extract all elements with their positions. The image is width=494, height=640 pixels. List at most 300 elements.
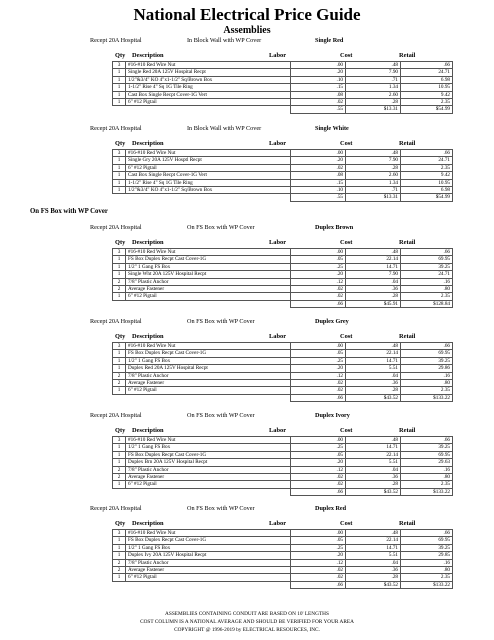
blank-cell	[113, 106, 126, 113]
assembly-type: Recept 20A Hospital	[90, 412, 142, 419]
retail-cell: 29.86	[401, 365, 453, 372]
blank-cell	[113, 194, 126, 201]
table-row	[113, 150, 453, 157]
qty-cell: 1	[113, 76, 126, 83]
retail-cell: 2.35	[401, 98, 453, 105]
column-header-retail: Retail	[399, 140, 416, 147]
labor-cell: .00	[291, 62, 346, 69]
column-header-retail: Retail	[399, 520, 416, 527]
table-row	[113, 278, 453, 285]
qty-cell: 1	[113, 537, 126, 544]
qty-cell: 1	[113, 444, 126, 451]
labor-cell: .00	[291, 249, 346, 256]
retail-cell: .80	[401, 379, 453, 386]
retail-cell: .16	[401, 559, 453, 566]
description-cell: 7/8" Plastic Anchor	[126, 466, 291, 473]
table-row	[113, 256, 453, 263]
labor-cell: .00	[291, 343, 346, 350]
qty-cell: 3	[113, 530, 126, 537]
description-cell: Average Fastener	[126, 473, 291, 480]
cost-cell: .36	[346, 285, 401, 292]
qty-cell: 1	[113, 172, 126, 179]
assembly-mounting: On FS Box with WP Cover	[187, 505, 255, 512]
labor-cell: .12	[291, 466, 346, 473]
cost-cell: 5.51	[346, 459, 401, 466]
column-header-qty: Qty	[115, 140, 126, 147]
description-cell: Average Fastener	[126, 285, 291, 292]
description-cell: 1/2" 1 Gang FS Box	[126, 263, 291, 270]
table-row	[113, 69, 453, 76]
total-row	[113, 300, 453, 307]
qty-cell: 2	[113, 566, 126, 573]
column-header-retail: Retail	[399, 333, 416, 340]
assembly-mounting: In Block Wall with WP Cover	[187, 125, 262, 132]
blank-cell	[126, 300, 291, 307]
total-labor: .55	[291, 106, 346, 113]
qty-cell: 2	[113, 372, 126, 379]
table-row	[113, 164, 453, 171]
assembly-header	[90, 37, 470, 45]
labor-cell: .05	[291, 256, 346, 263]
retail-cell: .80	[401, 566, 453, 573]
column-header-qty: Qty	[115, 427, 126, 434]
table-row	[113, 459, 453, 466]
column-header-cost: Cost	[340, 333, 353, 340]
blank-cell	[126, 394, 291, 401]
cost-cell: .48	[346, 530, 401, 537]
qty-cell: 1	[113, 91, 126, 98]
cost-cell: .71	[346, 76, 401, 83]
assembly-header	[90, 224, 470, 232]
retail-cell: 6.98	[401, 186, 453, 193]
column-header-labor: Labor	[269, 427, 287, 434]
qty-cell: 3	[113, 62, 126, 69]
description-cell: 1-1/2" Rise 4" Sq 1G Tile Ring	[126, 179, 291, 186]
column-header-cost: Cost	[340, 427, 353, 434]
qty-cell: 1	[113, 574, 126, 581]
footer-line-1: ASSEMBLIES CONTAINING CONDUIT ARE BASED ON 10' LENGTHS	[165, 611, 329, 617]
table-row	[113, 62, 453, 69]
description-cell: FS Box Duplex Recpt Cast Cover-1G	[126, 451, 291, 458]
retail-cell: 69.95	[401, 537, 453, 544]
assembly-variant: Single Red	[315, 37, 344, 44]
cost-cell: .28	[346, 387, 401, 394]
qty-cell: 3	[113, 437, 126, 444]
labor-cell: .20	[291, 552, 346, 559]
description-cell: #16-#10 Red Wire Nut	[126, 150, 291, 157]
description-cell: FS Box Duplex Recpt Cast Cover-1G	[126, 537, 291, 544]
cost-cell: 14.71	[346, 544, 401, 551]
column-header-retail: Retail	[399, 52, 416, 59]
description-cell: Duplex Red 20A 125V Hospital Recpt	[126, 365, 291, 372]
retail-cell: .16	[401, 278, 453, 285]
cost-cell: .36	[346, 473, 401, 480]
cost-cell: 22.14	[346, 256, 401, 263]
cost-cell: 22.14	[346, 350, 401, 357]
table-row	[113, 76, 453, 83]
total-labor: .55	[291, 194, 346, 201]
qty-cell: 1	[113, 387, 126, 394]
footer-line-2: COST COLUMN IS A NATIONAL AVERAGE AND SHOULD BE VERIFIED FOR YOUR AREA	[140, 619, 354, 625]
qty-cell: 2	[113, 379, 126, 386]
table-row	[113, 387, 453, 394]
labor-cell: .08	[291, 91, 346, 98]
section-heading: On FS Box with WP Cover	[30, 208, 108, 215]
table-row	[113, 271, 453, 278]
labor-cell: .02	[291, 379, 346, 386]
retail-cell: 6.98	[401, 76, 453, 83]
retail-cell: .16	[401, 372, 453, 379]
labor-cell: .05	[291, 537, 346, 544]
column-header-description: Description	[132, 52, 164, 59]
description-cell: 7/8" Plastic Anchor	[126, 559, 291, 566]
retail-cell: 69.95	[401, 256, 453, 263]
description-cell: Single Red 20A 125V Hospital Recpt	[126, 69, 291, 76]
table-row	[113, 285, 453, 292]
assembly-header	[90, 318, 470, 326]
assembly-variant: Duplex Red	[315, 505, 347, 512]
column-header-description: Description	[132, 140, 164, 147]
cost-cell: 22.14	[346, 451, 401, 458]
table-row	[113, 172, 453, 179]
cost-cell: .71	[346, 186, 401, 193]
blank-cell	[126, 106, 291, 113]
assembly-mounting: In Block Wall with WP Cover	[187, 37, 262, 44]
assembly-type: Recept 20A Hospital	[90, 125, 142, 132]
cost-cell: .28	[346, 293, 401, 300]
labor-cell: .25	[291, 263, 346, 270]
labor-cell: .02	[291, 481, 346, 488]
qty-cell: 1	[113, 263, 126, 270]
description-cell: FS Box Duplex Recpt Cast Cover-1G	[126, 350, 291, 357]
qty-cell: 2	[113, 278, 126, 285]
total-row	[113, 394, 453, 401]
description-cell: #16-#10 Red Wire Nut	[126, 343, 291, 350]
qty-cell: 2	[113, 473, 126, 480]
total-retail: $128.84	[401, 300, 453, 307]
description-cell: 1/2" 1 Gang FS Box	[126, 544, 291, 551]
cost-cell: .28	[346, 98, 401, 105]
retail-cell: 24.71	[401, 271, 453, 278]
table-row	[113, 357, 453, 364]
retail-cell: .66	[401, 343, 453, 350]
description-cell: 7/8" Plastic Anchor	[126, 278, 291, 285]
table-row	[113, 566, 453, 573]
retail-cell: 9.42	[401, 172, 453, 179]
labor-cell: .15	[291, 179, 346, 186]
retail-cell: .80	[401, 285, 453, 292]
description-cell: Cast Box Single Recpt Cover-1G Vert	[126, 172, 291, 179]
labor-cell: .12	[291, 278, 346, 285]
labor-cell: .20	[291, 157, 346, 164]
labor-cell: .20	[291, 459, 346, 466]
column-header-qty: Qty	[115, 520, 126, 527]
total-labor: .66	[291, 581, 346, 588]
cost-cell: 22.14	[346, 537, 401, 544]
cost-cell: 5.51	[346, 552, 401, 559]
table-row	[113, 179, 453, 186]
cost-cell: 1.34	[346, 179, 401, 186]
qty-cell: 1	[113, 365, 126, 372]
labor-cell: .25	[291, 444, 346, 451]
assembly-type: Recept 20A Hospital	[90, 224, 142, 231]
qty-cell: 1	[113, 459, 126, 466]
cost-cell: .48	[346, 150, 401, 157]
column-header-retail: Retail	[399, 427, 416, 434]
footer-line-3: COPYRIGHT @ 1996-2019 by ELECTRICAL RESOURCES, INC.	[174, 627, 320, 633]
table-row	[113, 574, 453, 581]
qty-cell: 1	[113, 271, 126, 278]
total-cost: $45.91	[346, 300, 401, 307]
labor-cell: .02	[291, 164, 346, 171]
labor-cell: .12	[291, 559, 346, 566]
table-row	[113, 365, 453, 372]
retail-cell: .80	[401, 473, 453, 480]
table-row	[113, 157, 453, 164]
blank-cell	[113, 394, 126, 401]
table-row	[113, 372, 453, 379]
qty-cell: 1	[113, 481, 126, 488]
column-headers	[112, 52, 452, 60]
retail-cell: 2.35	[401, 481, 453, 488]
qty-cell: 1	[113, 186, 126, 193]
table-row	[113, 293, 453, 300]
retail-cell: 2.35	[401, 164, 453, 171]
items-table	[112, 61, 453, 114]
blank-cell	[126, 194, 291, 201]
total-cost: $13.31	[346, 194, 401, 201]
column-header-qty: Qty	[115, 52, 126, 59]
description-cell: Single Gry 20A 125V Hosptl Recpt	[126, 157, 291, 164]
total-retail: $133.22	[401, 581, 453, 588]
labor-cell: .00	[291, 530, 346, 537]
items-table	[112, 529, 453, 589]
qty-cell: 1	[113, 164, 126, 171]
table-row	[113, 444, 453, 451]
cost-cell: 2.60	[346, 172, 401, 179]
retail-cell: .66	[401, 437, 453, 444]
total-row	[113, 194, 453, 201]
table-row	[113, 98, 453, 105]
cost-cell: .36	[346, 379, 401, 386]
qty-cell: 3	[113, 343, 126, 350]
retail-cell: .66	[401, 150, 453, 157]
total-labor: .66	[291, 394, 346, 401]
items-table	[112, 149, 453, 202]
description-cell: Cast Box Single Recpt Cover-1G Vert	[126, 91, 291, 98]
cost-cell: .04	[346, 278, 401, 285]
qty-cell: 2	[113, 559, 126, 566]
cost-cell: .28	[346, 481, 401, 488]
description-cell: Duplex Ivy 20A 125V Hospital Recpt	[126, 552, 291, 559]
column-header-cost: Cost	[340, 520, 353, 527]
qty-cell: 3	[113, 249, 126, 256]
cost-cell: .04	[346, 559, 401, 566]
column-header-cost: Cost	[340, 140, 353, 147]
retail-cell: 2.35	[401, 293, 453, 300]
labor-cell: .02	[291, 387, 346, 394]
retail-cell: .66	[401, 62, 453, 69]
total-row	[113, 488, 453, 495]
labor-cell: .05	[291, 451, 346, 458]
qty-cell: 1	[113, 293, 126, 300]
total-retail: $133.22	[401, 488, 453, 495]
retail-cell: 39.25	[401, 444, 453, 451]
table-row	[113, 552, 453, 559]
qty-cell: 1	[113, 552, 126, 559]
blank-cell	[126, 581, 291, 588]
labor-cell: .12	[291, 372, 346, 379]
retail-cell: 24.71	[401, 69, 453, 76]
column-headers	[112, 520, 452, 528]
table-row	[113, 544, 453, 551]
description-cell: Average Fastener	[126, 566, 291, 573]
labor-cell: .00	[291, 150, 346, 157]
qty-cell: 1	[113, 451, 126, 458]
blank-cell	[113, 300, 126, 307]
column-headers	[112, 140, 452, 148]
description-cell: 6" #12 Pigtail	[126, 164, 291, 171]
description-cell: Single Wht 20A 125V Hospital Recpt	[126, 271, 291, 278]
cost-cell: .36	[346, 566, 401, 573]
qty-cell: 1	[113, 98, 126, 105]
cost-cell: .28	[346, 574, 401, 581]
cost-cell: .48	[346, 343, 401, 350]
retail-cell: 10.95	[401, 84, 453, 91]
cost-cell: 14.71	[346, 444, 401, 451]
column-header-labor: Labor	[269, 520, 287, 527]
description-cell: 1-1/2" Rise 4" Sq 1G Tile Ring	[126, 84, 291, 91]
column-header-retail: Retail	[399, 239, 416, 246]
items-table	[112, 436, 453, 496]
column-headers	[112, 427, 452, 435]
description-cell: 7/8" Plastic Anchor	[126, 372, 291, 379]
table-row	[113, 91, 453, 98]
page-subtitle: Assemblies	[223, 25, 271, 36]
column-header-cost: Cost	[340, 239, 353, 246]
labor-cell: .08	[291, 172, 346, 179]
labor-cell: .25	[291, 544, 346, 551]
retail-cell: 29.63	[401, 459, 453, 466]
labor-cell: .10	[291, 76, 346, 83]
total-retail: $54.99	[401, 194, 453, 201]
total-row	[113, 581, 453, 588]
retail-cell: 39.25	[401, 263, 453, 270]
page-title: National Electrical Price Guide	[133, 5, 361, 24]
description-cell: 6" #12 Pigtail	[126, 574, 291, 581]
total-row	[113, 106, 453, 113]
column-headers	[112, 239, 452, 247]
assembly-variant: Duplex Ivory	[315, 412, 350, 419]
blank-cell	[126, 488, 291, 495]
labor-cell: .20	[291, 365, 346, 372]
retail-cell: .66	[401, 249, 453, 256]
description-cell: 6" #12 Pigtail	[126, 98, 291, 105]
retail-cell: 39.25	[401, 357, 453, 364]
labor-cell: .02	[291, 98, 346, 105]
description-cell: 1/2" 1 Gang FS Box	[126, 444, 291, 451]
table-row	[113, 530, 453, 537]
total-retail: $133.22	[401, 394, 453, 401]
column-header-labor: Labor	[269, 333, 287, 340]
assembly-header	[90, 412, 470, 420]
labor-cell: .02	[291, 574, 346, 581]
table-row	[113, 343, 453, 350]
cost-cell: .04	[346, 372, 401, 379]
description-cell: 1/2"&3/4" KO 4"x1-1/2" Sq/Brown Box	[126, 186, 291, 193]
retail-cell: 2.35	[401, 574, 453, 581]
total-cost: $13.31	[346, 106, 401, 113]
total-cost: $43.52	[346, 394, 401, 401]
total-labor: .66	[291, 488, 346, 495]
table-row	[113, 451, 453, 458]
table-row	[113, 481, 453, 488]
cost-cell: .48	[346, 249, 401, 256]
table-row	[113, 379, 453, 386]
table-row	[113, 249, 453, 256]
retail-cell: 10.95	[401, 179, 453, 186]
qty-cell: 1	[113, 69, 126, 76]
qty-cell: 2	[113, 285, 126, 292]
cost-cell: 7.90	[346, 157, 401, 164]
cost-cell: 1.34	[346, 84, 401, 91]
column-header-labor: Labor	[269, 52, 287, 59]
qty-cell: 1	[113, 179, 126, 186]
labor-cell: .15	[291, 84, 346, 91]
description-cell: FS Box Duplex Recpt Cast Cover-1G	[126, 256, 291, 263]
assembly-variant: Single White	[315, 125, 349, 132]
assembly-mounting: On FS Box with WP Cover	[187, 412, 255, 419]
column-header-description: Description	[132, 333, 164, 340]
labor-cell: .00	[291, 437, 346, 444]
cost-cell: .28	[346, 164, 401, 171]
qty-cell: 1	[113, 84, 126, 91]
assembly-mounting: On FS Box with WP Cover	[187, 224, 255, 231]
qty-cell: 1	[113, 256, 126, 263]
labor-cell: .10	[291, 186, 346, 193]
retail-cell: 69.95	[401, 451, 453, 458]
cost-cell: .04	[346, 466, 401, 473]
total-retail: $54.99	[401, 106, 453, 113]
column-headers	[112, 333, 452, 341]
retail-cell: 39.25	[401, 544, 453, 551]
column-header-description: Description	[132, 520, 164, 527]
qty-cell: 1	[113, 157, 126, 164]
cost-cell: .48	[346, 437, 401, 444]
description-cell: 6" #12 Pigtail	[126, 293, 291, 300]
cost-cell: 14.71	[346, 263, 401, 270]
table-row	[113, 537, 453, 544]
labor-cell: .02	[291, 285, 346, 292]
table-row	[113, 473, 453, 480]
labor-cell: .25	[291, 357, 346, 364]
qty-cell: 2	[113, 466, 126, 473]
total-labor: .66	[291, 300, 346, 307]
column-header-cost: Cost	[340, 52, 353, 59]
items-table	[112, 248, 453, 308]
description-cell: 1/2"&3/4" KO 4"x1-1/2" Sq/Brown Box	[126, 76, 291, 83]
column-header-qty: Qty	[115, 239, 126, 246]
labor-cell: .05	[291, 350, 346, 357]
labor-cell: .02	[291, 473, 346, 480]
cost-cell: 14.71	[346, 357, 401, 364]
cost-cell: 5.51	[346, 365, 401, 372]
labor-cell: .20	[291, 69, 346, 76]
description-cell: #16-#10 Red Wire Nut	[126, 437, 291, 444]
cost-cell: .48	[346, 62, 401, 69]
assembly-variant: Duplex Brown	[315, 224, 354, 231]
qty-cell: 3	[113, 150, 126, 157]
